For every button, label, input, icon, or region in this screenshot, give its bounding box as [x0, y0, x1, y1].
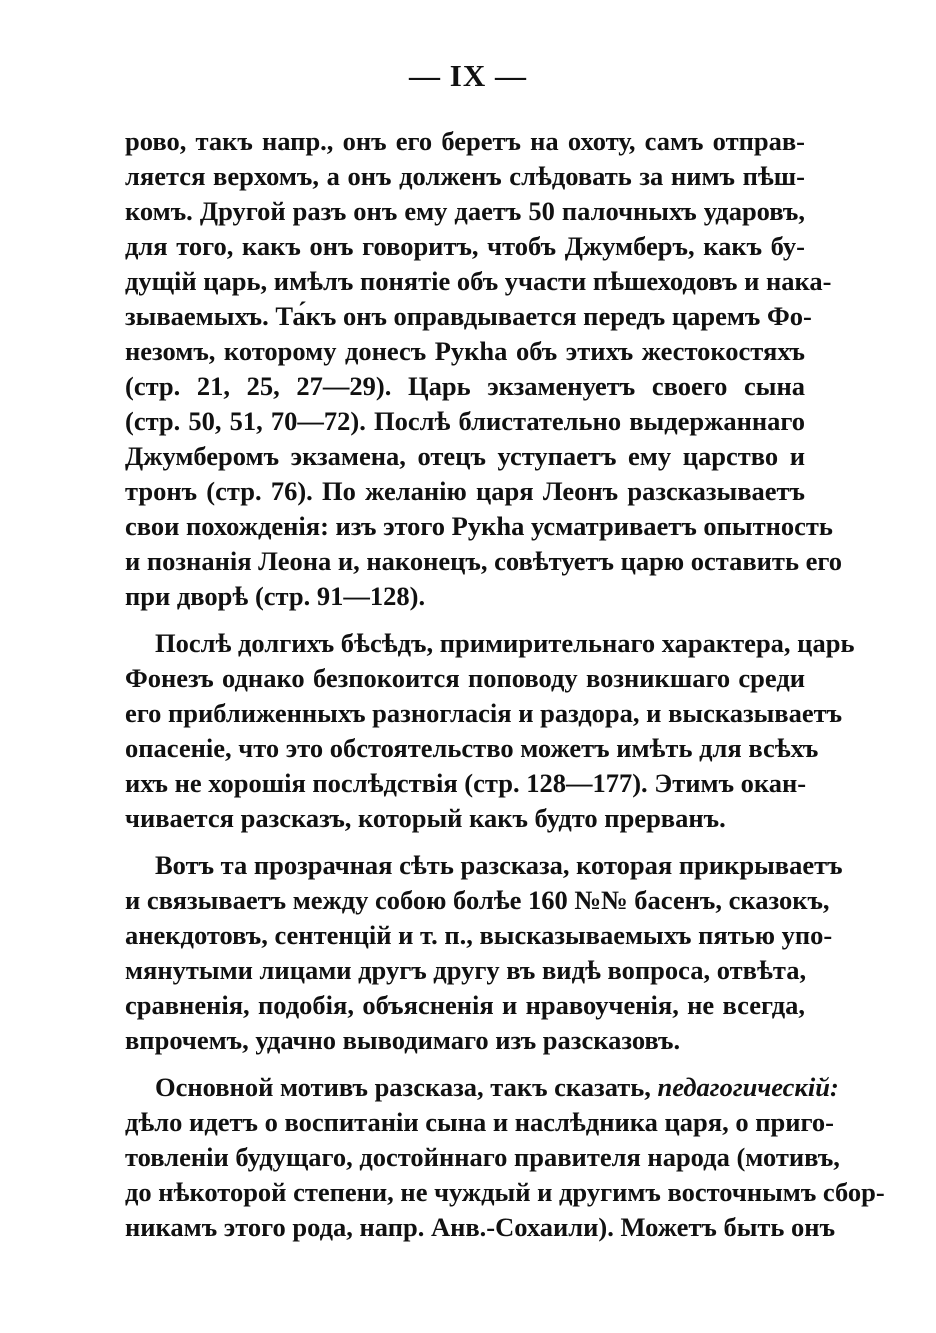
paragraph-1 — [125, 124, 842, 614]
text-line: рово, такъ напр., онъ его беретъ на охоту, самъ отправ- — [125, 126, 805, 156]
paragraph-3 — [125, 848, 843, 1058]
paragraph-2 — [125, 626, 855, 836]
text-line: (стр. 50, 51, 70—72). Послѣ блистательно выдержаннаго — [125, 406, 805, 436]
text-line: ихъ не хорошія послѣдствія (стр. 128—177). Этимъ окан- — [125, 768, 807, 798]
text-line: мянутыми лицами другъ другу въ видѣ вопроса, отвѣта, — [125, 955, 807, 985]
italic-term: педагогическій: — [657, 1072, 839, 1102]
text-line: товленіи будущаго, достойннаго правителя народа (мотивъ, — [125, 1142, 840, 1172]
text-line: комъ. Другой разъ онъ ему даетъ 50 палочныхъ ударовъ, — [125, 196, 805, 226]
text-line: Фонезъ однако безпокоится поповоду возникшаго среди — [125, 663, 805, 693]
text-line: (стр. 21, 25, 27—29). Царь экзаменуетъ своего сына — [125, 371, 805, 401]
page-number: — IX — — [409, 58, 527, 93]
text-line: впрочемъ, удачно выводимаго изъ разсказовъ. — [125, 1025, 681, 1055]
text-line: до нѣкоторой степени, не чуждый и другимъ восточнымъ сбор- — [125, 1177, 885, 1207]
text-line-first — [125, 1070, 839, 1105]
text-line: никамъ этого рода, напр. Анв.-Сохаили). Можетъ быть онъ — [125, 1212, 836, 1242]
text-line: тронъ (стр. 76). По желанію царя Леонъ разсказываетъ — [125, 476, 805, 506]
text-line: Послѣ долгихъ бѣсѣдъ, примирительнаго характера, царь — [155, 628, 855, 658]
text-line: его приближенныхъ разногласія и раздора, и высказываетъ — [125, 698, 843, 728]
text-line: при дворѣ (стр. 91—128). — [125, 581, 426, 611]
text-line: сравненія, подобія, объясненія и нравоученія, не всегда, — [125, 990, 805, 1020]
text-run: Основной мотивъ разсказа, такъ сказать, — [155, 1072, 658, 1102]
text-line: свои похожденія: изъ этого Рукһа усматриваетъ опытность — [125, 511, 833, 541]
text-line: и связываетъ между собою болѣе 160 №№ басенъ, сказокъ, — [125, 885, 830, 915]
paragraph-4 — [125, 1070, 885, 1245]
body-text — [125, 124, 885, 1245]
text-line: опасеніе, что это обстоятельство можетъ имѣть для всѣхъ — [125, 733, 819, 763]
text-line: чивается разсказъ, который какъ будто прерванъ. — [125, 803, 726, 833]
text-line: ляется верхомъ, а онъ долженъ слѣдовать за нимъ пѣш- — [125, 161, 805, 191]
text-line: незомъ, которому донесъ Рукһа объ этихъ жестокостяхъ — [125, 336, 805, 366]
text-line: для того, какъ онъ говоритъ, чтобъ Джумберъ, какъ бу- — [125, 231, 805, 261]
text-line: Джумберомъ экзамена, отецъ уступаетъ ему царство и — [125, 441, 805, 471]
text-line: анекдотовъ, сентенцій и т. п., высказываемыхъ пятью упо- — [125, 920, 833, 950]
text-line: дущій царь, имѣлъ понятіе объ участи пѣшеходовъ и нака- — [125, 266, 832, 296]
text-line: зываемыхъ. Та́къ онъ оправдывается передъ царемъ Фо- — [125, 301, 812, 331]
text-line: дѣло идетъ о воспитаніи сына и наслѣдника царя, о приго- — [125, 1107, 834, 1137]
text-line: и познанія Леона и, наконецъ, совѣтуетъ царю оставить его — [125, 546, 842, 576]
text-line: Вотъ та прозрачная сѣть разсказа, которая прикрываетъ — [155, 850, 843, 880]
